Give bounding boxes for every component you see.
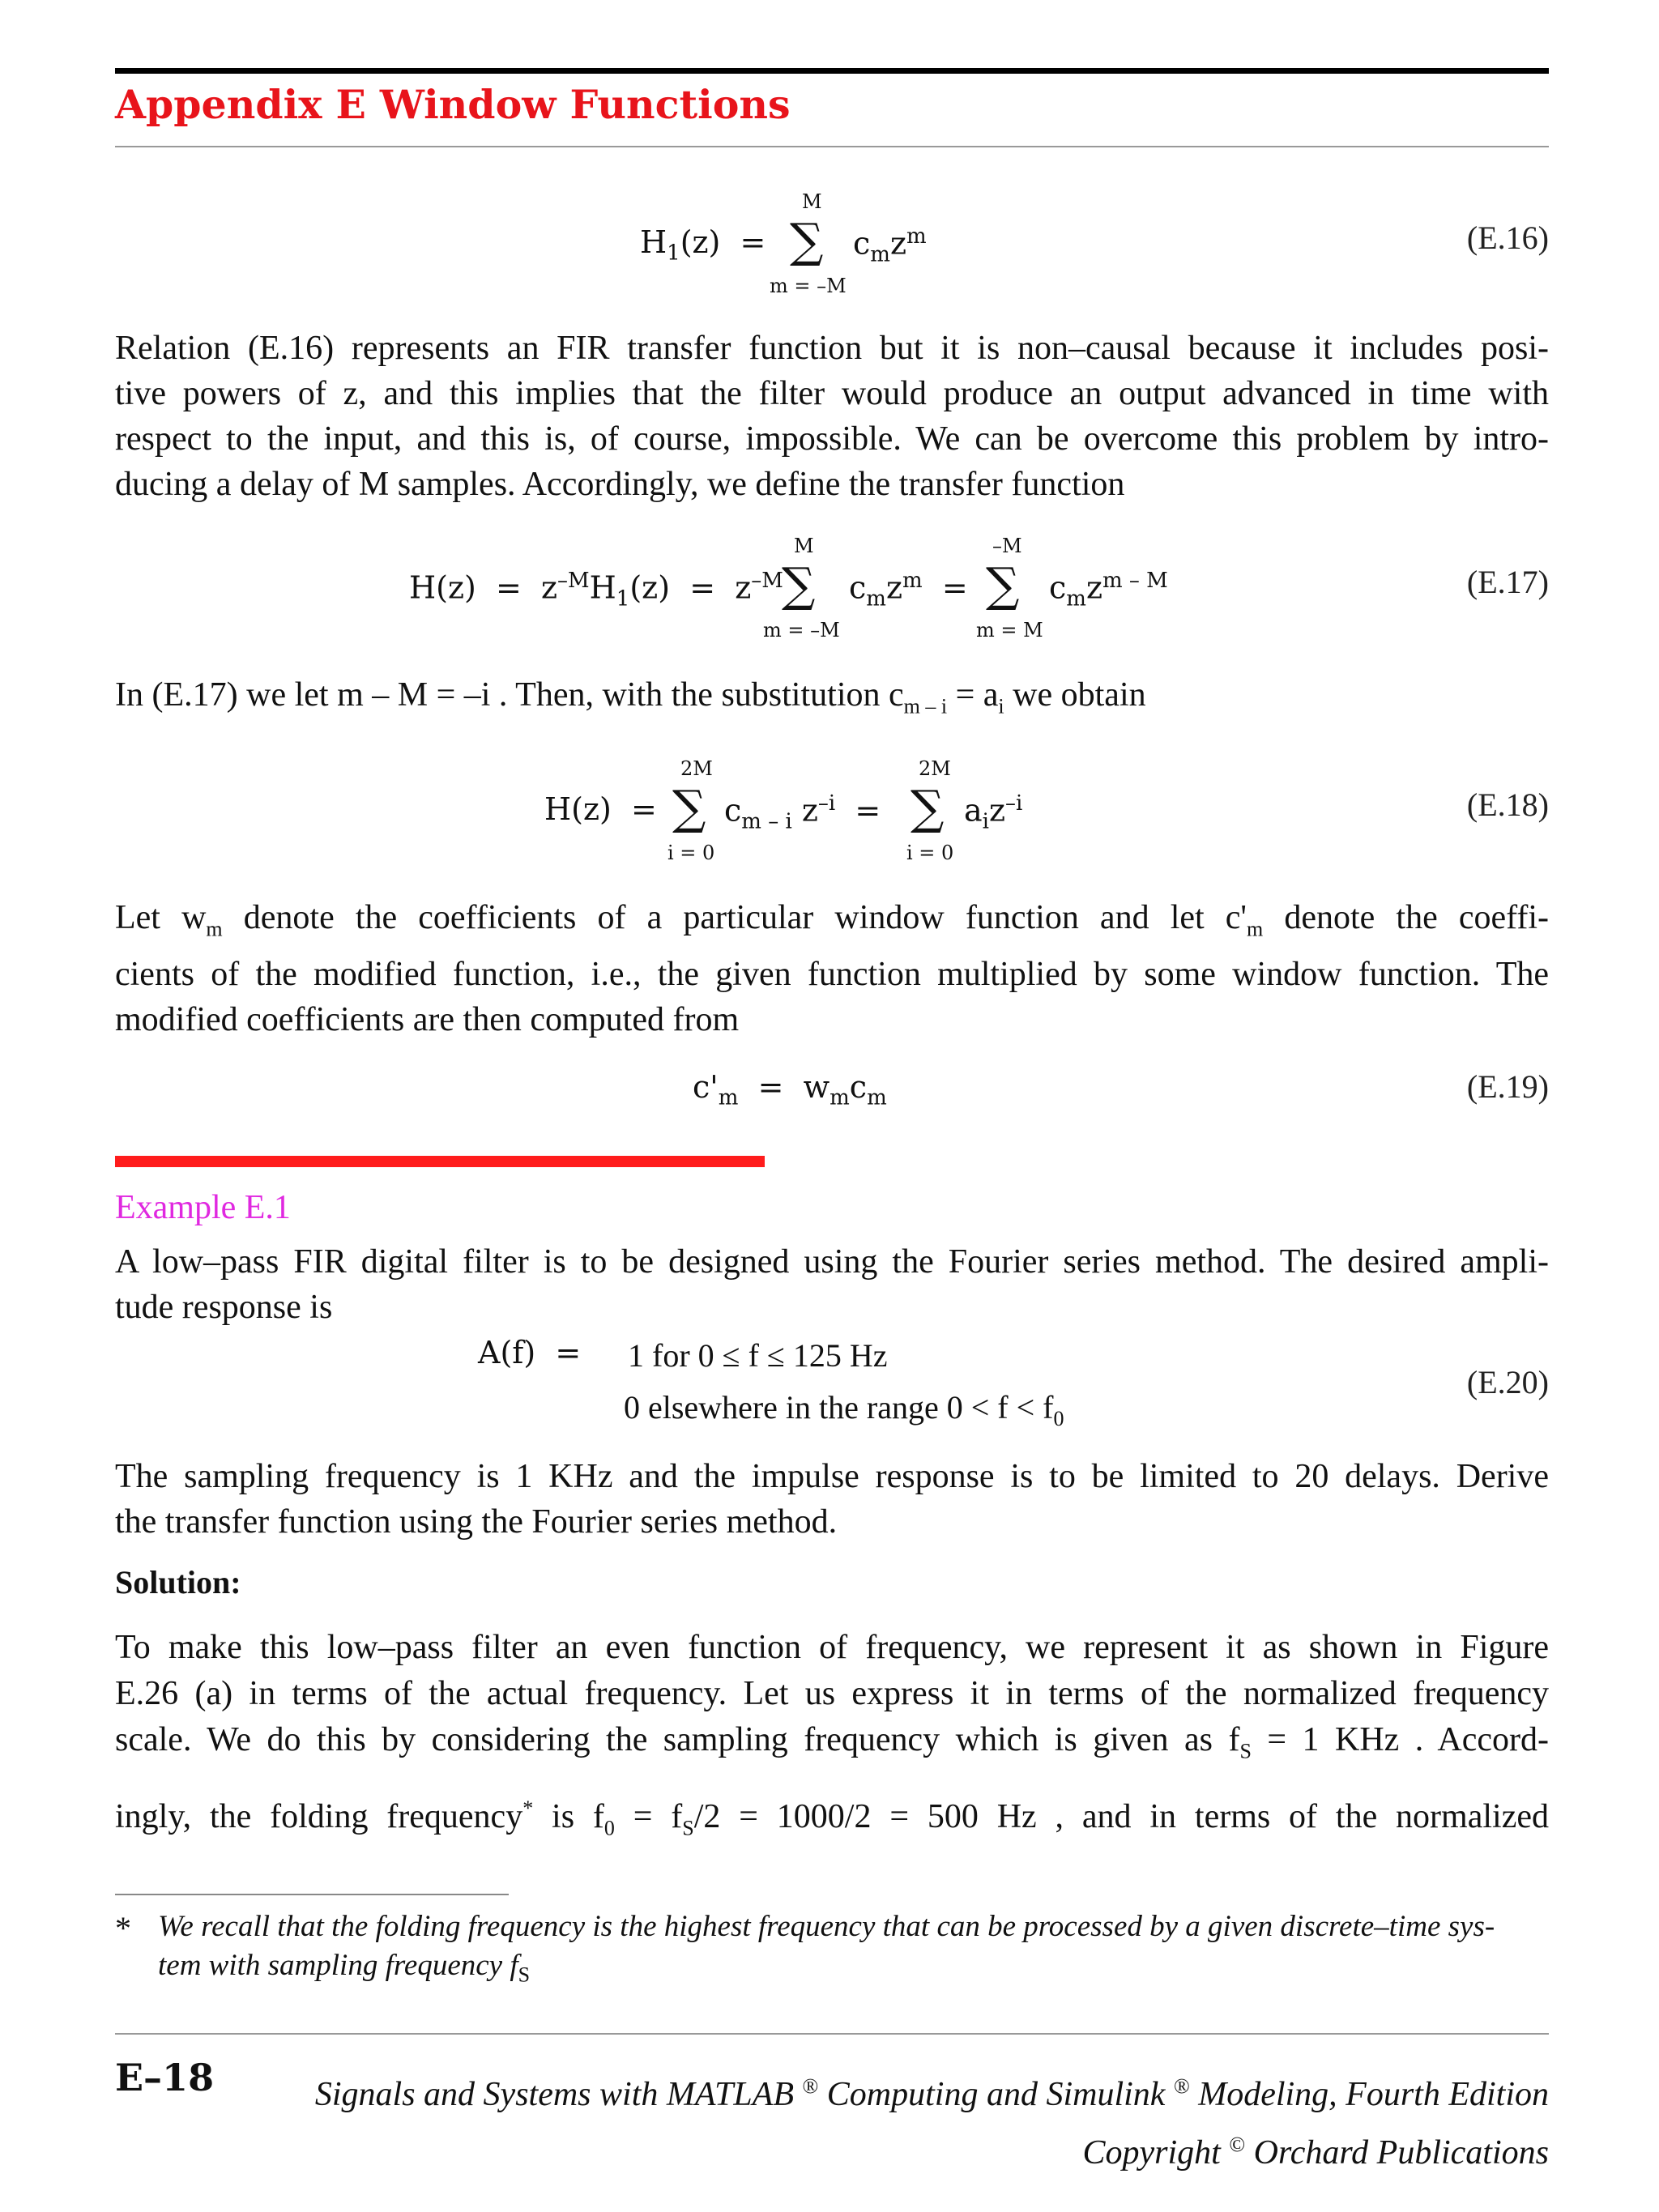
- paragraph-5-sub: S: [1239, 1739, 1252, 1763]
- footnote-rule: [115, 1894, 509, 1895]
- paragraph-1: [115, 326, 1549, 507]
- example-intro: [115, 1239, 1549, 1330]
- e18-sum2-upper: 2M: [919, 757, 951, 780]
- e17-t2-sub: m: [1066, 586, 1086, 612]
- paragraph-2: [115, 672, 1549, 729]
- paragraph-5-sub-fs: S: [682, 1816, 694, 1840]
- e18-sigma-2: ∑: [911, 780, 945, 835]
- paragraph-3-sub2: m: [1247, 917, 1264, 941]
- footer-title-c: Modeling, Fourth Edition: [1189, 2076, 1549, 2113]
- e19-w-sub: m: [830, 1085, 850, 1110]
- paragraph-3-line: modified coefficients are then computed from: [115, 1001, 740, 1039]
- footnote-line: We recall that the folding frequency is the highest frequency that can be processed by a given discrete–time sys-: [158, 1910, 1495, 1943]
- paragraph-1-line: respect to the input, and this is, of course, impossible. We can be overcome this problem by intro-: [115, 420, 1549, 458]
- solution-label: Solution:: [115, 1564, 241, 1600]
- registered-icon: ®: [802, 2074, 819, 2098]
- e17-z1: z: [541, 569, 558, 606]
- e18-sum1-upper: 2M: [680, 757, 713, 780]
- e18-t2-sup: –i: [1005, 791, 1023, 816]
- paragraph-3-text-c: denote the coeffi-: [1263, 899, 1549, 936]
- e20-line2: 0 elsewhere in the range 0 < f < f: [624, 1389, 1054, 1426]
- paragraph-2-sub2: i: [998, 694, 1004, 718]
- footnote-line-2: tem with sampling frequency f: [158, 1949, 518, 1982]
- e17-t2-sup: m – M: [1102, 569, 1168, 593]
- equation-number-e19: (E.19): [1466, 1068, 1549, 1105]
- e17-sum2-lower: m = M: [976, 619, 1043, 641]
- e18-t2-sub: i: [982, 809, 989, 834]
- paragraph-5-text-b: = 1 KHz . Accord-: [1251, 1721, 1549, 1758]
- paragraph-5-text-e: = f: [614, 1798, 683, 1836]
- paragraph-4-line: the transfer function using the Fourier series method.: [115, 1503, 838, 1541]
- paragraph-5-line: To make this low–pass filter an even function of frequency, we represent it as shown in Figure: [115, 1629, 1549, 1666]
- e20-lhs: A(f): [478, 1335, 536, 1370]
- e17-eq3: =: [941, 569, 968, 606]
- equation-e16: [640, 190, 964, 304]
- page-header-title: Appendix E Window Functions: [115, 81, 791, 128]
- e17-eq1: =: [495, 569, 522, 606]
- e20-line1: 1 for 0 ≤ f ≤ 125 Hz: [628, 1337, 888, 1374]
- paragraph-2-sub: m – i: [903, 694, 948, 718]
- e18-t2-z: z: [988, 792, 1006, 829]
- example-title: Example E.1: [115, 1189, 291, 1226]
- paragraph-5-text-f: /2 = 1000/2 = 500 Hz , and in terms of the normalized: [693, 1798, 1549, 1836]
- paragraph-1-line: ducing a delay of M samples. Accordingly, we define the transfer function: [115, 466, 1125, 503]
- e18-sigma-1: ∑: [672, 780, 706, 835]
- e16-sum-upper: M: [802, 190, 822, 213]
- paragraph-3: [115, 895, 1549, 1042]
- e17-sigma-1: ∑: [782, 557, 816, 612]
- example-intro-line: tude response is: [115, 1289, 333, 1326]
- e17-t2: c: [1049, 569, 1067, 606]
- e16-sum-lower: m = –M: [770, 275, 847, 297]
- copyright-icon: ©: [1229, 2133, 1246, 2156]
- paragraph-3-line: cients of the modified function, i.e., the given function multiplied by some window function. The: [115, 956, 1549, 994]
- e17-eq2: =: [689, 569, 716, 606]
- footnote-marker: *: [115, 1910, 131, 1946]
- footer-title-b: Computing and Simulink: [818, 2076, 1166, 2113]
- e18-t1: c: [724, 792, 742, 829]
- equation-number-e17: (E.17): [1466, 564, 1549, 600]
- registered-icon: ®: [1173, 2074, 1190, 2098]
- e17-z1-sup: –M: [557, 569, 590, 593]
- paragraph-5-text-c: ingly, the folding frequency: [115, 1798, 523, 1836]
- paragraph-2-text-b: = a: [947, 676, 999, 714]
- e16-sigma: ∑: [790, 213, 824, 268]
- e18-t1-sup: –i: [817, 791, 836, 816]
- e16-term-sup: m: [906, 224, 927, 249]
- e17-t1: c: [849, 569, 867, 606]
- paragraph-5-sub-f0: 0: [603, 1816, 615, 1840]
- footnote-sub: S: [518, 1963, 531, 1987]
- e17-sum1-lower: m = –M: [763, 619, 840, 641]
- equation-number-e16: (E.16): [1466, 219, 1549, 256]
- e20-line2-sub: 0: [1053, 1407, 1064, 1430]
- e20-eq: =: [555, 1335, 582, 1370]
- equation-e18: [544, 757, 1111, 871]
- paragraph-5-text-d: is f: [533, 1798, 604, 1836]
- equation-e20: [478, 1335, 1175, 1440]
- page-number: E–18: [115, 2056, 215, 2099]
- e17-sum2-upper: –M: [992, 535, 1022, 557]
- e17-h1-sub: 1: [616, 586, 630, 612]
- e19-lhs-sub: m: [718, 1085, 739, 1110]
- e16-term-sub: m: [870, 242, 890, 267]
- paragraph-3-text-b: denote the coefficients of a particular window function and let c': [222, 899, 1247, 936]
- e16-lhs: H: [640, 224, 667, 260]
- e18-lhs: H(z): [544, 791, 612, 827]
- e17-sigma-2: ∑: [986, 557, 1020, 612]
- footer-copyright: Copyright: [1082, 2134, 1221, 2172]
- e19-w: w: [803, 1069, 830, 1105]
- header-top-rule: [115, 68, 1549, 74]
- equation-e17: [409, 535, 1203, 648]
- e17-t1-sub: m: [866, 586, 886, 612]
- paragraph-1-line: Relation (E.16) represents an FIR transfer function but it is non–causal because it includes posi-: [115, 330, 1549, 367]
- e19-eq: =: [757, 1069, 784, 1105]
- equation-number-e18: (E.18): [1466, 786, 1549, 823]
- e16-term: c: [853, 225, 871, 262]
- footer-book-title: [315, 2061, 1549, 2178]
- e18-t1-z: z: [801, 792, 818, 829]
- e17-t1-sup: m: [902, 569, 923, 593]
- header-bottom-rule: [115, 146, 1549, 147]
- e17-h1-arg: (z): [629, 569, 671, 606]
- paragraph-2-text-c: we obtain: [1004, 676, 1146, 714]
- equation-e19: [693, 1069, 887, 1110]
- e18-sum1-lower: i = 0: [667, 842, 715, 864]
- paragraph-3-sub: m: [206, 917, 223, 941]
- example-divider-bar: [115, 1156, 765, 1167]
- paragraph-4-line: The sampling frequency is 1 KHz and the impulse response is to be limited to 20 delays. Derive: [115, 1458, 1549, 1495]
- e18-sum2-lower: i = 0: [906, 842, 954, 864]
- footnote-text: [158, 1907, 1549, 1994]
- e17-sum1-upper: M: [794, 535, 814, 557]
- e16-lhs-sub: 1: [667, 241, 680, 266]
- paragraph-4: [115, 1454, 1549, 1545]
- e18-eq2: =: [855, 792, 881, 829]
- e18-t1-sub: m – i: [741, 809, 792, 834]
- e19-c-sub: m: [867, 1085, 887, 1110]
- e17-z2-sup: –M: [751, 569, 783, 593]
- e16-term-z: z: [889, 225, 906, 262]
- footnote-ref-star: *: [522, 1796, 534, 1821]
- paragraph-1-line: tive powers of z, and this implies that the filter would produce an output advanced in time with: [115, 375, 1549, 412]
- paragraph-5-text-a: scale. We do this by considering the sampling frequency which is given as f: [115, 1721, 1240, 1758]
- e18-t2: a: [964, 792, 983, 829]
- e17-h1: H: [589, 569, 616, 606]
- e16-lhs-arg: (z): [680, 224, 721, 260]
- paragraph-3-text-a: Let w: [115, 899, 207, 936]
- e17-t2-z: z: [1085, 569, 1102, 606]
- paragraph-5: [115, 1625, 1549, 1852]
- equation-number-e20: (E.20): [1466, 1364, 1549, 1400]
- footer-title-a: Signals and Systems with MATLAB: [314, 2076, 794, 2113]
- e16-eq: =: [740, 224, 766, 260]
- e17-t1-z: z: [885, 569, 902, 606]
- footer-publisher: Orchard Publications: [1245, 2134, 1549, 2172]
- footer-rule: [115, 2033, 1549, 2035]
- example-intro-line: A low–pass FIR digital filter is to be designed using the Fourier series method. The desired ampli-: [115, 1243, 1549, 1281]
- e17-z2: z: [735, 569, 752, 606]
- e19-lhs: c': [693, 1069, 719, 1105]
- e18-eq1: =: [630, 791, 657, 827]
- paragraph-2-text-a: In (E.17) we let m – M = –i . Then, with the substitution c: [115, 676, 904, 714]
- e19-c: c: [849, 1069, 868, 1105]
- e17-lhs: H(z): [409, 569, 476, 606]
- paragraph-5-line: E.26 (a) in terms of the actual frequency. Let us express it in terms of the normalized frequency: [115, 1675, 1549, 1712]
